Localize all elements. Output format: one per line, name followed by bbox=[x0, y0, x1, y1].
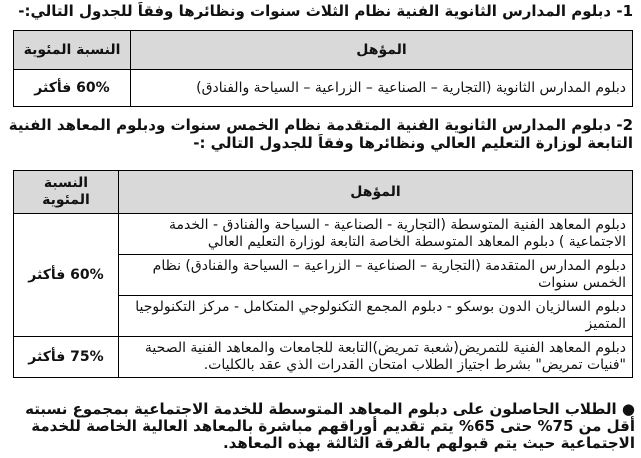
header-percentage-line2: المئوية bbox=[42, 192, 90, 208]
header-percentage-line1: النسبة bbox=[43, 175, 89, 191]
note-text: الطلاب الحاصلون على دبلوم المعاهد المتوسطة للخدمة الاجتماعية بمجموع نسبته أقل من 75% حتى 65% يتم تقديم أوراقهم مباشرة بالمعاهد العالية الخاصة للخدمة الاجتماعية حيث يتم قبولهم بالفرقة الثالثة بهذه المعاهد. bbox=[25, 400, 635, 452]
table-row bbox=[14, 214, 633, 255]
header-percentage bbox=[14, 171, 119, 214]
qualification-cell: دبلوم المدارس الثانوية (التجارية – الصناعية – الزراعية – السياحة والفنادق) bbox=[131, 70, 633, 107]
percentage-cell: 60% فأكثر bbox=[14, 214, 119, 337]
bullet-icon: ● bbox=[621, 400, 635, 418]
qualification-cell: دبلوم المدارس المتقدمة (التجارية – الصناعية – الزراعية – السياحة والفنادق) نظام الخمس سنوات bbox=[119, 255, 633, 296]
section2-heading-line1: 2- دبلوم المدارس الثانوية الفنية المتقدمة نظام الخمس سنوات ودبلوم المعاهد الفنية bbox=[8, 116, 633, 134]
header-percentage: النسبة المئوية bbox=[14, 31, 131, 70]
table-section2 bbox=[13, 170, 633, 378]
note-paragraph bbox=[6, 401, 635, 452]
section2-heading-line2: التابعة لوزارة التعليم العالي ونظائرها وفقاً للجدول التالي :- bbox=[193, 134, 633, 152]
percentage-cell: 60% فأكثر bbox=[14, 70, 131, 107]
table-section1 bbox=[13, 30, 633, 107]
qualification-cell: دبلوم السالزيان الدون بوسكو - دبلوم المجمع التكنولوجي المتكامل - مركز التكنولوجيا المتميز bbox=[119, 296, 633, 337]
table-row bbox=[14, 337, 633, 378]
percentage-cell: 75% فأكثر bbox=[14, 337, 119, 378]
section1-heading: 1- دبلوم المدارس الثانوية الفنية نظام الثلاث سنوات ونظائرها وفقاً للجدول التالي:- bbox=[18, 2, 633, 20]
qualification-cell: دبلوم المعاهد الفنية المتوسطة (التجارية - الصناعية - السياحة والفنادق - الخدمة الاجتماعية ) دبلوم المعاهد المتوسطة الخاصة التابعة لوزارة التعليم العالي bbox=[119, 214, 633, 255]
qualification-cell: دبلوم المعاهد الفنية للتمريض(شعبة تمريض)التابعة للجامعات والمعاهد الفنية الصحية "فنيات تمريض" بشرط اجتياز الطلاب امتحان القدرات الذي عقد بالكليات. bbox=[119, 337, 633, 378]
table-row bbox=[14, 70, 633, 107]
header-qualification: المؤهل bbox=[119, 171, 633, 214]
header-qualification: المؤهل bbox=[131, 31, 633, 70]
